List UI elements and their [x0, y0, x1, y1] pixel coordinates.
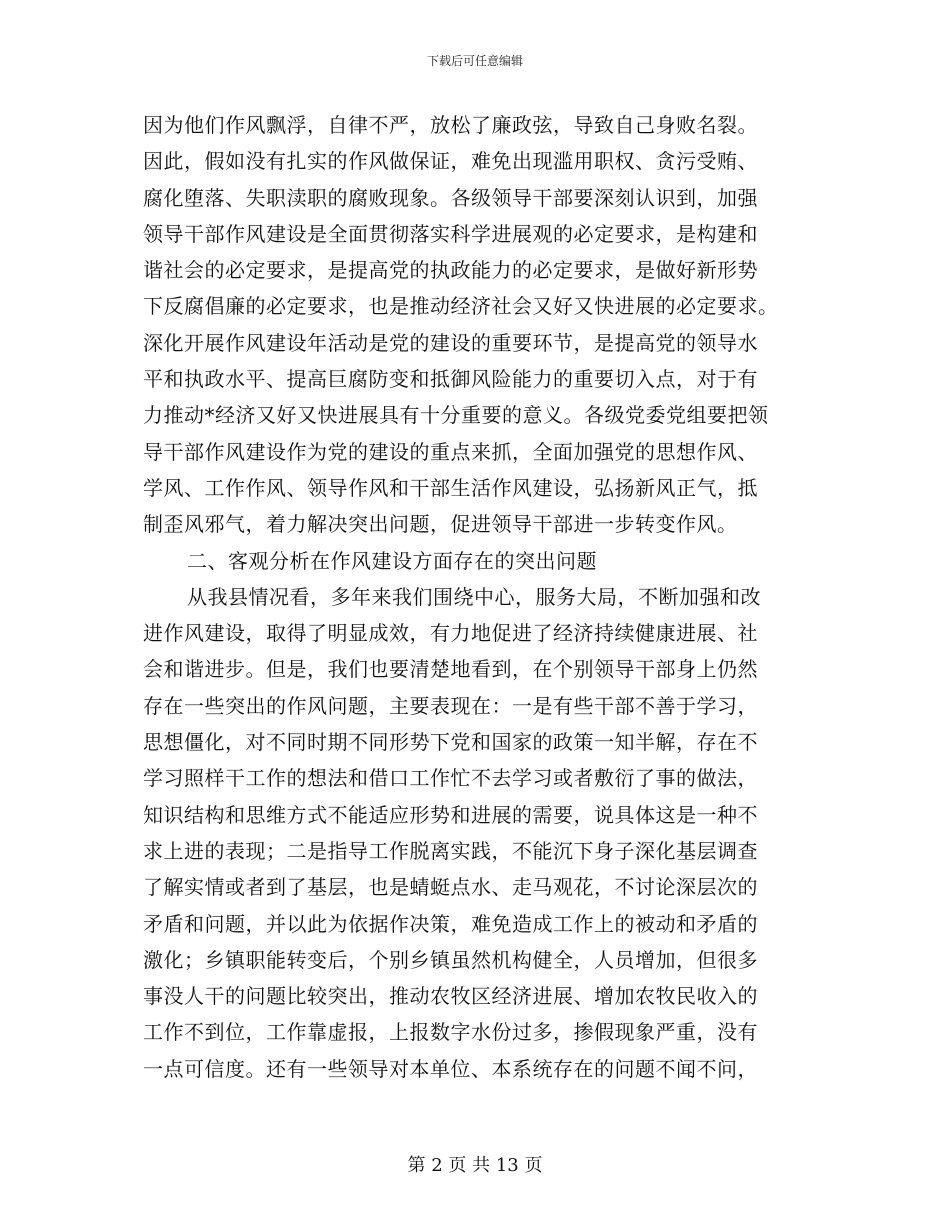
text-line: 谐社会的必定要求，是提高党的执政能力的必定要求，是做好新形势	[143, 258, 758, 283]
text-line: 进作风建设，取得了明显成效，有力地促进了经济持续健康进展、社	[143, 621, 758, 646]
text-line: 思想僵化，对不同时期不同形势下党和国家的政策一知半解，存在不	[143, 730, 758, 755]
text-line: 因为他们作风飘浮，自律不严，放松了廉政弦，导致自己身败名裂。	[143, 113, 758, 137]
text-line: 了解实情或者到了基层，也是蜻蜓点水、走马观花，不讨论深层次的	[143, 875, 758, 900]
text-line: 下反腐倡廉的必定要求，也是推动经济社会又好又快进展的必定要求。	[143, 294, 779, 319]
text-line: 一点可信度。还有一些领导对本单位、本系统存在的问题不闻不问，	[143, 1056, 758, 1081]
text-line: 事没人干的问题比较突出，推动农牧区经济进展、增加农牧民收入的	[143, 984, 758, 1009]
text-line: 学习照样干工作的想法和借口工作忙不去学习或者敷衍了事的做法，	[143, 766, 758, 791]
document-body	[143, 107, 833, 1087]
text-line: 求上进的表现；二是指导工作脱离实践，不能沉下身子深化基层调查	[143, 838, 758, 863]
text-line: 存在一些突出的作风问题，主要表现在：一是有些干部不善于学习，	[143, 693, 758, 718]
text-line: 导干部作风建设作为党的建设的重点来抓，全面加强党的思想作风、	[143, 439, 758, 464]
text-line: 知识结构和思维方式不能适应形势和进展的需要，说具体这是一种不	[143, 802, 758, 827]
text-line: 会和谐进步。但是，我们也要清楚地看到，在个别领导干部身上仍然	[143, 657, 758, 682]
text-line: 学风、工作作风、领导作风和干部生活作风建设，弘扬新风正气，抵	[143, 475, 758, 500]
text-line: 激化；乡镇职能转变后，个别乡镇虽然机构健全，人员增加，但很多	[143, 947, 758, 972]
text-line: 腐化堕落、失职渎职的腐败现象。各级领导干部要深刻认识到，加强	[143, 185, 758, 210]
text-line: 工作不到位，工作靠虚报，上报数字水份过多，掺假现象严重，没有	[143, 1020, 758, 1045]
text-line: 因此，假如没有扎实的作风做保证，难免出现滥用职权、贪污受贿、	[143, 149, 758, 174]
paragraph-first-line: 二、客观分析在作风建设方面存在的突出问题	[187, 548, 597, 573]
text-line: 力推动*经济又好又快进展具有十分重要的意义。各级党委党组要把领	[143, 403, 769, 428]
paragraph-first-line: 从我县情况看，多年来我们围绕中心，服务大局，不断加强和改	[187, 584, 761, 609]
page-number-footer: 第 2 页 共 13 页	[407, 1155, 543, 1176]
text-line: 领导干部作风建设是全面贯彻落实科学进展观的必定要求，是构建和	[143, 221, 758, 246]
page-header-note: 下载后可任意编辑	[426, 54, 523, 68]
text-line: 深化开展作风建设年活动是党的建设的重要环节，是提高党的领导水	[143, 330, 758, 355]
text-line: 矛盾和问题，并以此为依据作决策，难免造成工作上的被动和矛盾的	[143, 911, 758, 936]
text-line: 制歪风邪气，着力解决突出问题，促进领导干部进一步转变作风。	[143, 512, 738, 537]
text-line: 平和执政水平、提高巨腐防变和抵御风险能力的重要切入点，对于有	[143, 367, 758, 392]
